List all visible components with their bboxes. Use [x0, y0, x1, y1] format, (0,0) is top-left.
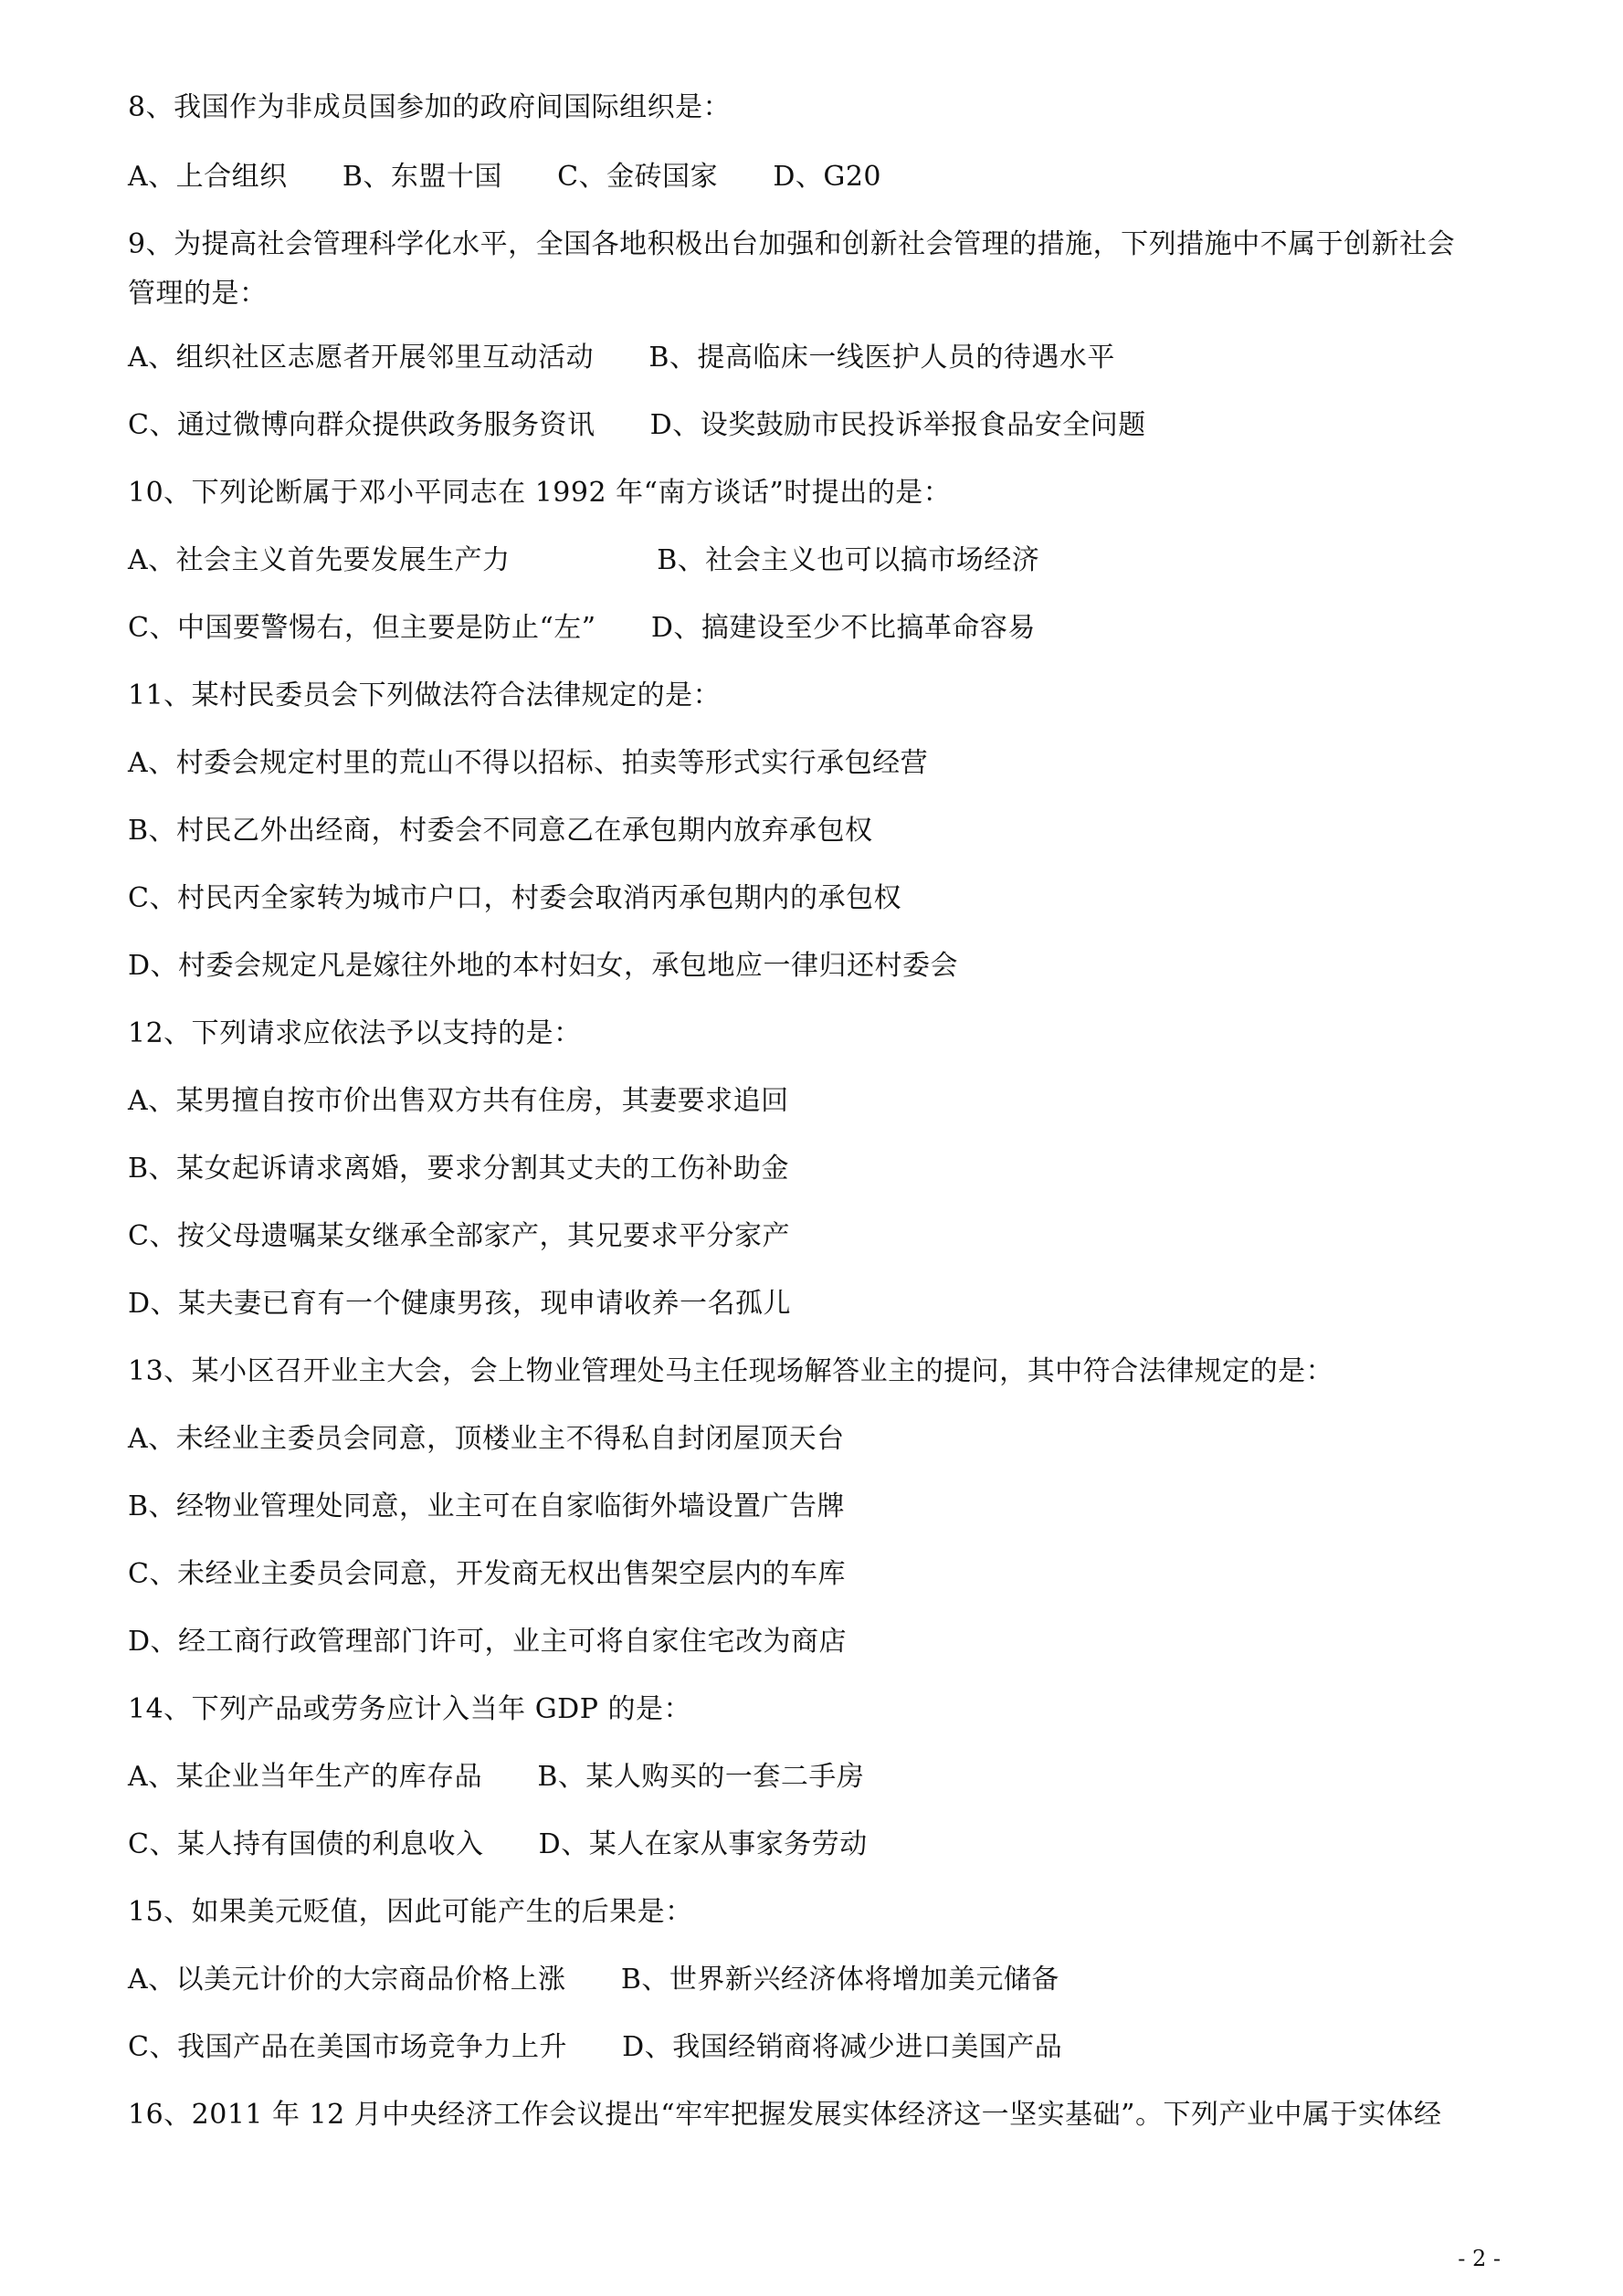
- question-15-stem: 15、如果美元贬值，因此可能产生的后果是：: [128, 1896, 693, 1928]
- question-15-options-cd: C、我国产品在美国市场竞争力上升 D、我国经销商将减少进口美国产品: [128, 2031, 1063, 2063]
- question-9-stem: 9、为提高社会管理科学化水平，全国各地积极出台加强和创新社会管理的措施，下列措施中不属于创新社会: [128, 228, 1456, 260]
- question-9-options-cd: C、通过微博向群众提供政务服务资讯 D、设奖鼓励市民投诉举报食品安全问题: [128, 409, 1146, 441]
- question-14-options-cd: C、某人持有国债的利息收入 D、某人在家从事家务劳动: [128, 1828, 868, 1860]
- question-15-options-ab: A、以美元计价的大宗商品价格上涨 B、世界新兴经济体将增加美元储备: [128, 1964, 1059, 1996]
- question-11-stem: 11、某村民委员会下列做法符合法律规定的是：: [128, 679, 722, 711]
- question-8-stem: 8、我国作为非成员国参加的政府间国际组织是：: [128, 91, 732, 123]
- question-9-stem-continued: 管理的是：: [128, 278, 268, 310]
- question-12-option-c: C、按父母遗嘱某女继承全部家产，其兄要求平分家产: [128, 1220, 790, 1252]
- question-13-stem: 13、某小区召开业主大会，会上物业管理处马主任现场解答业主的提问，其中符合法律规定的是：: [128, 1355, 1334, 1387]
- question-14-options-ab: A、某企业当年生产的库存品 B、某人购买的一套二手房: [128, 1761, 865, 1793]
- question-11-option-b: B、村民乙外出经商，村委会不同意乙在承包期内放弃承包权: [128, 815, 873, 847]
- page-number: - 2 -: [1458, 2246, 1501, 2271]
- question-9-options-ab: A、组织社区志愿者开展邻里互动活动 B、提高临床一线医护人员的待遇水平: [128, 342, 1115, 374]
- question-11-option-d: D、村委会规定凡是嫁往外地的本村妇女，承包地应一律归还村委会: [128, 950, 959, 982]
- question-13-option-a: A、未经业主委员会同意，顶楼业主不得私自封闭屋顶天台: [128, 1423, 845, 1455]
- question-13-option-b: B、经物业管理处同意，业主可在自家临街外墙设置广告牌: [128, 1490, 846, 1522]
- question-16-stem: 16、2011 年 12 月中央经济工作会议提出“牢牢把握发展实体经济这一坚实基础”。下列产业中属于实体经: [128, 2099, 1442, 2131]
- question-10-options-ab: A、社会主义首先要发展生产力 B、社会主义也可以搞市场经济: [128, 544, 1040, 576]
- question-12-option-d: D、某夫妻已育有一个健康男孩，现申请收养一名孤儿: [128, 1288, 792, 1320]
- question-8-options: A、上合组织 B、东盟十国 C、金砖国家 D、G20: [128, 161, 882, 193]
- question-13-option-c: C、未经业主委员会同意，开发商无权出售架空层内的车库: [128, 1558, 846, 1590]
- question-11-option-c: C、村民丙全家转为城市户口，村委会取消丙承包期内的承包权: [128, 882, 901, 914]
- question-11-option-a: A、村委会规定村里的荒山不得以招标、拍卖等形式实行承包经营: [128, 747, 929, 779]
- question-13-option-d: D、经工商行政管理部门许可，业主可将自家住宅改为商店: [128, 1626, 848, 1658]
- question-12-stem: 12、下列请求应依法予以支持的是：: [128, 1017, 582, 1049]
- question-12-option-b: B、某女起诉请求离婚，要求分割其丈夫的工伤补助金: [128, 1153, 790, 1185]
- question-14-stem: 14、下列产品或劳务应计入当年 GDP 的是：: [128, 1693, 691, 1725]
- question-10-stem: 10、下列论断属于邓小平同志在 1992 年“南方谈话”时提出的是：: [128, 477, 952, 509]
- question-12-option-a: A、某男擅自按市价出售双方共有住房，其妻要求追回: [128, 1085, 789, 1117]
- question-10-options-cd: C、中国要警惕右，但主要是防止“左” D、搞建设至少不比搞革命容易: [128, 612, 1036, 644]
